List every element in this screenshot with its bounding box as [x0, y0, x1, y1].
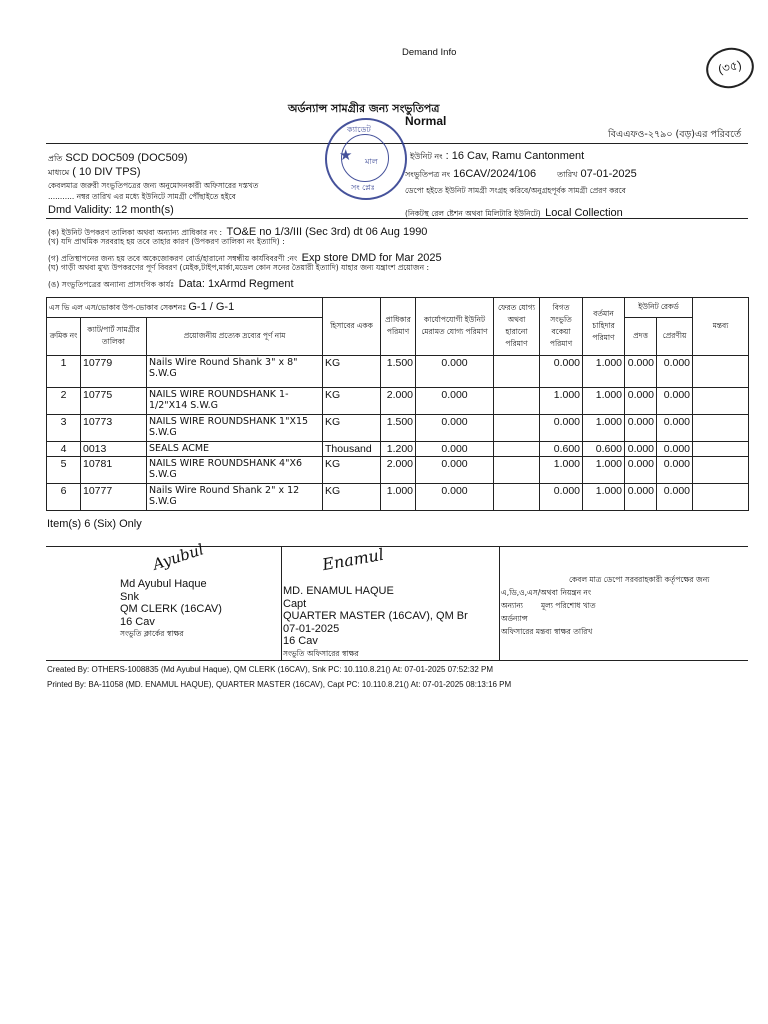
col-item-name: প্রয়োজনীয় প্রত্যেক দ্রব্যের পূর্ণ নাম	[147, 318, 323, 356]
row-current-demand: 1.000	[583, 415, 625, 442]
row-serviceable: 0.000	[416, 457, 494, 484]
row-returnable	[494, 415, 540, 442]
row-sent: 0.000	[657, 484, 693, 511]
row-unit: KG	[323, 415, 381, 442]
unit-value: : 16 Cav, Ramu Cantonment	[445, 150, 585, 162]
depot-title: কেবল মাত্র ডেপো সরবরাহকারী কর্তৃপক্ষের জন্য	[569, 575, 710, 584]
clerk-signature: Ayubul	[150, 540, 206, 574]
row-remarks	[693, 484, 749, 511]
clerk-appointment: QM CLERK (16CAV)	[120, 603, 222, 615]
row-item-name: NAILS WIRE ROUNDSHANK 1-1/2"X14 S.W.G	[147, 388, 323, 415]
row-sent: 0.000	[657, 415, 693, 442]
voucher-value: 16CAV/2024/106	[453, 168, 537, 180]
officer-date: 07-01-2025	[283, 622, 340, 635]
row-remarks	[693, 457, 749, 484]
unit-row: ইউনিট নং : 16 Cav, Ramu Cantonment	[410, 150, 585, 162]
row-authorized: 2.000	[381, 457, 416, 484]
col-unit: হিসাবের একক	[323, 298, 381, 356]
row-prev-supplied: 1.000	[540, 457, 583, 484]
urgent-note: কেবলমাত্র জরুরী সংভুতিপত্রের জন্য অনুমোদনকারী অফিসারের দস্তখত	[48, 181, 259, 190]
depot-note: ডেপো হইতে ইউনিট সামগ্রী সংগ্রহ করিবে/অনুগ্রহপূর্বক সামগ্রী প্রেরণ করবে	[405, 186, 626, 195]
row-current-demand: 1.000	[583, 457, 625, 484]
row-received: 0.000	[625, 356, 657, 388]
col-sent: প্রেরণীয়	[657, 318, 693, 356]
dmd-validity: Dmd Validity: 12 month(s)	[48, 204, 174, 216]
madhyame-value: ( 10 DIV TPS)	[72, 166, 141, 178]
row-authorized: 1.000	[381, 484, 416, 511]
row-serial: 5	[47, 457, 81, 484]
row-cat-part: 10773	[81, 415, 147, 442]
row-item-name: Nails Wire Round Shank 2" x 12 S.W.G	[147, 484, 323, 511]
row-received: 0.000	[625, 484, 657, 511]
row-serviceable: 0.000	[416, 415, 494, 442]
row-received: 0.000	[625, 457, 657, 484]
row-remarks	[693, 356, 749, 388]
row-remarks	[693, 442, 749, 457]
row-serial: 6	[47, 484, 81, 511]
section-header: এস ভি এল এস/ভোকাব উপ-ভোকাব সেকশনঃ G-1 / G-1	[47, 298, 323, 318]
col-serial: ক্রমিক নং	[47, 318, 81, 356]
priority-label: Normal	[405, 114, 447, 128]
clerk-name: Md Ayubul Haque	[120, 578, 207, 590]
depot-block	[501, 573, 709, 638]
clerk-block	[120, 578, 222, 641]
officer-appointment: QUARTER MASTER (16CAV), QM Br	[283, 610, 468, 622]
table-row	[47, 415, 749, 442]
official-seal: ★ ক্যাডেট মাল সং প্লেঃ	[325, 118, 407, 200]
row-unit: KG	[323, 457, 381, 484]
officer-block	[283, 585, 468, 660]
clerk-caption: সংভুতি ক্লার্কের স্বাক্ষর	[120, 629, 184, 638]
col-prev-supplied: বিগত সংভুতি বকেয়া পরিমাণ	[540, 298, 583, 356]
col-remarks: মন্তব্য	[693, 298, 749, 356]
meta-divider	[46, 218, 748, 219]
row-serviceable: 0.000	[416, 442, 494, 457]
items-total: Item(s) 6 (Six) Only	[47, 518, 142, 530]
row-returnable	[494, 442, 540, 457]
row-sent: 0.000	[657, 457, 693, 484]
row-current-demand: 1.000	[583, 484, 625, 511]
printed-by: Printed By: BA-11058 (MD. ENAMUL HAQUE), QUARTER MASTER (16CAV), Capt PC: 10.110.8.21() At: 07-01-2025 08:13:16 PM	[47, 680, 512, 689]
row-serial: 1	[47, 356, 81, 388]
depot-line-2: অন্যান্য মূল্য পরিশোধ খাত	[501, 601, 596, 610]
table-row	[47, 388, 749, 415]
items-table	[46, 297, 749, 511]
clause-ka: (ক) ইউনিট উপকরণ তালিকা অথবা অন্যান্য প্রাধিকার নং : TO&E no 1/3/III (Sec 3rd) dt 06 Aug 1990	[48, 226, 428, 238]
row-unit: KG	[323, 356, 381, 388]
form-title: অর্ডন্যান্স সামগ্রীর জন্য সংভুতিপত্র	[288, 102, 440, 115]
depot-line-4: অফিসারের মন্তব্য স্বাক্ষর তারিখ	[501, 627, 593, 636]
prati-value: SCD DOC509 (DOC509)	[65, 152, 188, 164]
row-received: 0.000	[625, 442, 657, 457]
corner-stamp: (৩৫)	[702, 43, 757, 92]
signature-divider-2	[499, 546, 500, 660]
created-by: Created By: OTHERS-1008835 (Md Ayubul Haque), QM CLERK (16CAV), Snk PC: 10.110.8.21() At: 07-01-2025 07:52:32 PM	[47, 665, 494, 674]
clause-gha: (ঘ) গাড়ী অথবা মুখ্য উপকরণের পূর্ণ বিবরণ (মেইক,টাইপ,মার্কা,মডেল কোন সনের তৈয়ারী ইত্যাদি) যাহার জন্য যন্ত্রাংশ প্রয়োজন :	[48, 263, 429, 272]
row-unit: KG	[323, 388, 381, 415]
row-authorized: 1.500	[381, 415, 416, 442]
col-received: প্রদত্ত	[625, 318, 657, 356]
row-item-name: SEALS ACME	[147, 442, 323, 457]
row-item-name: NAILS WIRE ROUNDSHANK 4"X6 S.W.G	[147, 457, 323, 484]
table-row	[47, 457, 749, 484]
row-current-demand: 1.000	[583, 356, 625, 388]
col-authorized: প্রাধিকার পরিমাণ	[381, 298, 416, 356]
row-serviceable: 0.000	[416, 388, 494, 415]
row-sent: 0.000	[657, 442, 693, 457]
clause-ga: (গ) প্রতিস্থাপনের জন্য হয় তবে অকেজোকরণ বোর্ড/হারানো সম্বন্ধীয় কার্যবিবরণী :নং Exp store DMD for Mar 2025	[48, 252, 442, 264]
depot-line-1: এ,ডি,ও,এস/অথবা নিয়ন্ত্রন নং	[501, 588, 592, 597]
voucher-row: সংভুতিপত্র নং 16CAV/2024/106 তারিখ 07-01-2025	[405, 168, 637, 180]
row-remarks	[693, 388, 749, 415]
signature-divider-1	[281, 546, 282, 660]
row-cat-part: 10775	[81, 388, 147, 415]
officer-caption: সংভুতি অফিসারের স্বাক্ষর	[283, 648, 359, 658]
row-cat-part: 10781	[81, 457, 147, 484]
row-item-name: NAILS WIRE ROUNDSHANK 1"X15 S.W.G	[147, 415, 323, 442]
row-returnable	[494, 457, 540, 484]
table-row	[47, 356, 749, 388]
col-returnable: ফেরত যোগ্য অথবা হারানো পরিমাণ	[494, 298, 540, 356]
table-row	[47, 442, 749, 457]
row-serial: 4	[47, 442, 81, 457]
col-serviceable: কার্যোপযোগী ইউনিট মেরামত যোগ্য পরিমাণ	[416, 298, 494, 356]
row-item-name: Nails Wire Round Shank 3" x 8" S.W.G	[147, 356, 323, 388]
row-serviceable: 0.000	[416, 484, 494, 511]
row-current-demand: 0.600	[583, 442, 625, 457]
row-cat-part: 0013	[81, 442, 147, 457]
row-prev-supplied: 1.000	[540, 388, 583, 415]
clerk-unit: 16 Cav	[120, 615, 155, 628]
officer-name: MD. ENAMUL HAQUE	[283, 585, 394, 597]
row-authorized: 1.500	[381, 356, 416, 388]
col-unit-record: ইউনিট রেকর্ড	[625, 298, 693, 318]
row-current-demand: 1.000	[583, 388, 625, 415]
clause-kha: (খ) যদি প্রাথমিক সরবরাহ হয় তবে তাহার কারণ (উপকরণ তালিকা নং ইত্যাদি) :	[48, 237, 285, 246]
row-returnable	[494, 484, 540, 511]
officer-unit: 16 Cav	[283, 635, 318, 647]
row-unit: KG	[323, 484, 381, 511]
signature-bottom-rule	[46, 660, 748, 661]
row-authorized: 2.000	[381, 388, 416, 415]
collection-row: (নিকটস্থ রেল ষ্টেশন অথবা মিলিটারি ইউনিটে) Local Collection	[405, 207, 623, 219]
row-returnable	[494, 356, 540, 388]
row-authorized: 1.200	[381, 442, 416, 457]
row-cat-part: 10777	[81, 484, 147, 511]
row-sent: 0.000	[657, 356, 693, 388]
collection-value: Local Collection	[545, 207, 623, 219]
row-sent: 0.000	[657, 388, 693, 415]
row-received: 0.000	[625, 388, 657, 415]
row-prev-supplied: 0.000	[540, 484, 583, 511]
clause-nga: (ঙ) সংভুতিপত্রের অন্যান্য প্রাসংগিক কার্যঃ Data: 1xArmd Regment	[48, 278, 294, 290]
voucher-date: 07-01-2025	[580, 168, 637, 180]
row-returnable	[494, 388, 540, 415]
row-serial: 2	[47, 388, 81, 415]
row-prev-supplied: 0.000	[540, 415, 583, 442]
madhyame-row: মাধ্যমে ( 10 DIV TPS)	[48, 166, 141, 178]
row-unit: Thousand	[323, 442, 381, 457]
table-row	[47, 484, 749, 511]
form-reference: বিএএফও-২৭৯০ (বড়)এর পরিবর্তে	[608, 129, 742, 140]
col-cat-part: ক্যাট/পার্ট সামগ্রীর তালিকা	[81, 318, 147, 356]
col-current-demand: বর্তমান চাহিদার পরিমাণ	[583, 298, 625, 356]
signature-top-rule	[46, 546, 748, 547]
row-serviceable: 0.000	[416, 356, 494, 388]
demand-info-title: Demand Info	[402, 47, 457, 58]
row-cat-part: 10779	[81, 356, 147, 388]
clerk-rank: Snk	[120, 590, 139, 603]
row-remarks	[693, 415, 749, 442]
depot-line-3: অর্ডন্যান্স	[501, 614, 528, 623]
row-serial: 3	[47, 415, 81, 442]
row-received: 0.000	[625, 415, 657, 442]
prati-row: প্রতি SCD DOC509 (DOC509)	[48, 152, 188, 164]
date-note: ........... নম্বর তারিখ এর মধ্যে ইউনিটে সামগ্রী পৌঁছাইতে হইবে	[48, 192, 236, 201]
row-prev-supplied: 0.600	[540, 442, 583, 457]
officer-rank: Capt	[283, 597, 307, 610]
row-prev-supplied: 0.000	[540, 356, 583, 388]
officer-signature: Enamul	[320, 544, 386, 575]
